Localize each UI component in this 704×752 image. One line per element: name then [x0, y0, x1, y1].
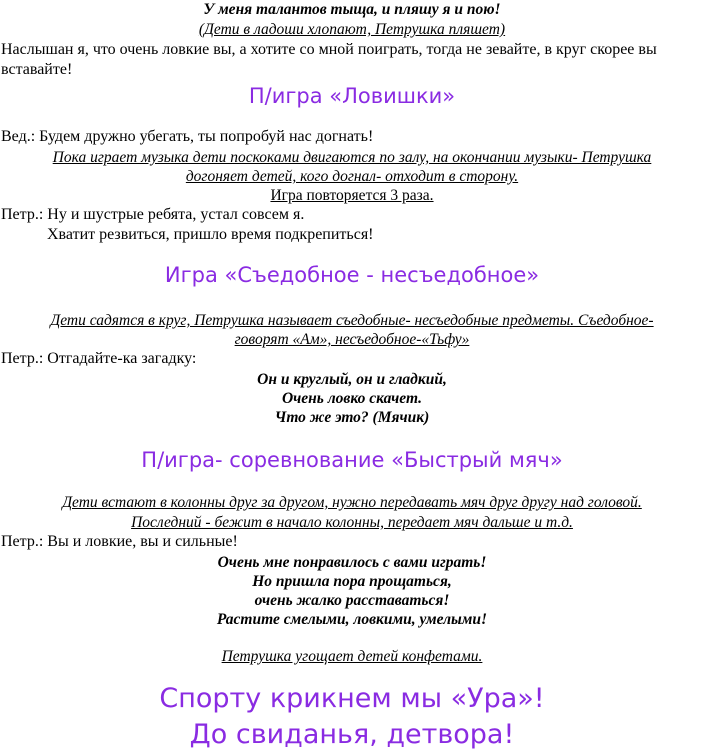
verse-line-talents: У меня талантов тыща, и пляшу я и пою!: [203, 1, 501, 18]
petrushka-line: Петр.: Ну и шустрые ребята, устал совсем я.: [1, 206, 305, 223]
instruction-line: Дети садятся в круг, Петрушка называет съедобные- несъедобные предметы. Съедобное-: [50, 312, 654, 329]
stage-direction-treat: Петрушка угощает детей конфетами.: [221, 648, 483, 665]
game-title-catchers: П/игра «Ловишки»: [248, 84, 456, 108]
petrushka-line: Петр.: Вы и ловкие, вы и сильные!: [1, 533, 238, 550]
petrushka-line: Хватит резвиться, пришло время подкрепиться!: [47, 226, 374, 243]
instruction-line: догоняет детей, кого догнал- отходит в сторону.: [185, 168, 519, 185]
finale-line-goodbye: До свиданья, детвора!: [189, 719, 515, 750]
finale-line-hurray: Спорту крикнем мы «Ура»!: [159, 683, 545, 714]
instruction-line: Последний - бежит в начало колонны, передает мяч дальше и т.д.: [131, 514, 573, 531]
instruction-line: Пока играет музыка дети поскоками двигаются по залу, на окончании музыки- Петрушка: [52, 149, 652, 166]
paragraph-line: вставайте!: [1, 61, 73, 78]
riddle-line: Что же это? (Мячик): [274, 409, 430, 426]
verse-line: Но пришла пора прощаться,: [252, 573, 452, 590]
riddle-line: Очень ловко скачет.: [281, 390, 423, 407]
verse-line: Растите смелыми, ловкими, умелыми!: [216, 611, 488, 628]
lead-line: Вед.: Будем дружно убегать, ты попробуй нас догнать!: [1, 128, 374, 145]
verse-line: очень жалко расставаться!: [254, 592, 450, 609]
petrushka-line: Петр.: Отгадайте-ка загадку:: [1, 350, 197, 367]
paragraph-line: Наслышан я, что очень ловкие вы, а хотите со мной поиграть, тогда не зевайте, в круг скорее вы: [1, 41, 657, 58]
riddle-line: Он и круглый, он и гладкий,: [257, 371, 447, 388]
instruction-line: говорят «Ам», несъедобное-«Тьфу»: [234, 331, 470, 348]
verse-line: Очень мне понравилось с вами играть!: [217, 554, 487, 571]
instruction-line: Дети встают в колонны друг за другом, нужно передавать мяч друг другу над головой.: [62, 494, 642, 511]
stage-direction-clap: (Дети в ладоши хлопают, Петрушка пляшет): [198, 21, 506, 38]
repeat-note: Игра повторяется 3 раза.: [270, 187, 434, 204]
game-title-fast-ball: П/игра- соревнование «Быстрый мяч»: [141, 448, 563, 472]
game-title-edible: Игра «Съедобное - несъедобное»: [164, 263, 540, 287]
